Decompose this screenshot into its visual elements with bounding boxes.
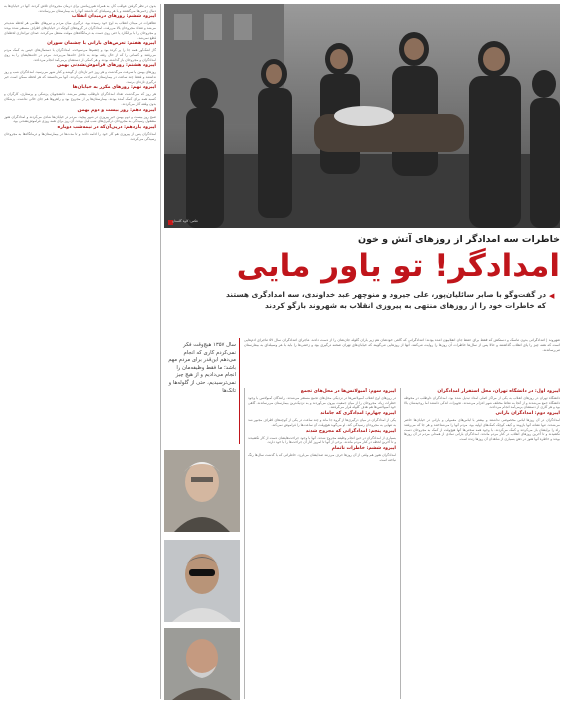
- body-paragraph: بدون در نظر گرفتن عواقب کار، به همراه هم‌رزمانش برای درمان مجروحان تلاش کردند. آنها در خیابان‌ها به دنبال زخمی‌ها می‌گشتند و با هر وسیله‌ای که داشتند آنها را به بیمارستان می‌رساندند.: [4, 4, 156, 13]
- body-paragraph: در روزهای اوج انقلاب آمبولانس‌ها در نزدیکی محل‌های تجمع مستقر می‌شدند. رانندگان آمبولانس با وجود خطرات زیاد، مجروحان را از میان جمعیت بیرون می‌آوردند و به نزدیک‌ترین بیمارستان می‌رساندند. گاهی خود آمبولانس‌ها هم هدف گلوله قرار می‌گرفتند.: [248, 396, 396, 410]
- body-paragraph: گاز اشک‌آور همه جا را پر کرده بود و چشم‌ها می‌سوخت. امدادگران با دستمال‌های خیس به کمک مردم می‌رفتند و کسانی را که از حال رفته بودند به داخل خانه‌ها می‌بردند. مردم در خانه‌هایشان را به روی امدادگران و مجروحان باز گذاشته بودند و هر کمکی از دستشان برمی‌آمد انجام می‌دادند.: [4, 48, 156, 62]
- portrait-2: [164, 540, 240, 622]
- main-photo: [164, 4, 560, 228]
- body-paragraph: امدادگران هنوز هم وقتی از آن روزها حرف می‌زنند صدایشان می‌لرزد. خاطراتی که با گذشت سال‌ها رنگ نباخته است.: [248, 452, 396, 462]
- section-heading: اپیزود اول: در دانشگاه تهران، محل استقرار امدادگران: [437, 389, 560, 394]
- quote-box: [164, 338, 240, 444]
- body-paragraph: تظاهرات در میدان انقلاب به اوج خود رسیده بود. درگیری میان مردم و نیروهای نظامی هر لحظه شدیدتر می‌شد و تعداد مجروحان بالا می‌رفت. امدادگران در گروه‌های کوچک در خیابان‌های اطراف مستقر شده بودند و مجروحان را با برانکارد یا حتی روی دست به درمانگاه‌های موقت منتقل می‌کردند. صدای تیراندازی لحظه‌ای قطع نمی‌شد.: [4, 21, 156, 40]
- quote-text: سال ۱۳۵۷ هیچ‌وقت فکر نمی‌کردم کاری که انجام می‌دهم این‌قدر برای مردم مهم باشد؛ ما فقط وظیفه‌مان را انجام می‌دادیم و از هیچ چیز نمی‌ترسیدیم، حتی از گلوله‌ها و تانک‌ها: [168, 342, 236, 394]
- portrait-1: [164, 450, 240, 532]
- section-heading: اپیزود یازدهم: درپی‌آن‌که در نیمه‌شب دوباره: [57, 124, 156, 130]
- section-heading: اپیزود چهارم: امدادگری که جاماند: [320, 411, 396, 417]
- section-heading: اپیزود پنجم: امدادگرانی که مجروح شدند: [305, 428, 396, 434]
- body-paragraph: یکی از امدادگران در میان درگیری‌ها از گروه جا ماند و چند ساعت در یکی از کوچه‌های اطراف مجبور شد به تنهایی به مجروحان رسیدگی کند. او می‌گوید هیچ‌وقت آن ساعت‌ها را فراموش نمی‌کند.: [248, 418, 396, 427]
- section-heading: اپیزود هفتم: تعرض‌های بارانی با چشمان سوزان: [47, 41, 156, 47]
- body-paragraph: هر روز که می‌گذشت تعداد امدادگران داوطلب بیشتر می‌شد. دانشجویان پزشکی و پرستاری، کارگران و کسبه همه برای کمک آمده بودند. بیمارستان‌ها پر از مجروح بود و راهروها هم جای خالی نداشت. پزشکان بدون وقفه کار می‌کردند.: [4, 92, 156, 106]
- body-paragraph: امدادگران در آن روزها لباس مخصوصی نداشتند و بیشتر با لباس‌های معمولی و بارانی در خیابان‌ها حاضر می‌شدند. تنها نشانه آنها بازوبند و کیف کوچک کمک‌های اولیه بود. مردم آنها را می‌شناختند و هر جا که می‌رفتند راه را برایشان باز می‌کردند و کمک می‌کردند. با وجود همه سختی‌ها آنها هیچ‌وقت از کمک به مجروحان دست نکشیدند و تا آخرین روزهای انقلاب در کنار مردم ماندند. امدادگران بارانی نمادی از همدلی مردم در آن روزها بودند و خاطره آنها هنوز در ذهن بسیاری از شاهدان آن روزها زنده است.: [404, 418, 560, 441]
- section-heading: اپیزود نهم: روز‌های مکرر به خیابان‌ها: [72, 85, 156, 91]
- intro-paragraph: شهروند | امدادگرانی بدون ماسک و دستکش که فقط برای حفظ جان انقلابیون آمده بودند؛ امدادگرانی که گاهی خودشان هم زیر باران گلوله جان‌شان را از دست دادند. ماجرای امدادگران سال ۵۷ ماجرای آدم‌هایی است که همه چیز را پای انقلاب گذاشتند و حالا پس از سال‌ها خاطرات آن روزها را روایت می‌کنند. آنها از روزهایی می‌گویند که خیابان‌های تهران صحنه درگیری بود و زخمی‌ها را باید با هر وسیله‌ای به بیمارستان می‌رساندند.: [244, 338, 560, 352]
- right-column: [404, 388, 560, 699]
- middle-column: [248, 388, 396, 699]
- section-heading: اپیزود هشتم: روزهای فراموش‌نشدنی بهمن: [57, 63, 156, 69]
- photo-caption-mark: عکس: کاوه گلستان: [172, 219, 199, 223]
- body-paragraph: امدادگران پس از پیروزی هم کار خود را ادامه دادند و تا مدت‌ها در بیمارستان‌ها و درمانگاه‌ها به مجروحان رسیدگی می‌کردند.: [4, 131, 156, 141]
- left-column: [4, 4, 156, 699]
- section-heading: اپیزود ششم: خاطرات ناتمام: [331, 445, 396, 451]
- section-heading: اپیزود سوم: آمبولانس‌ها در محل‌های تجمع: [300, 389, 396, 394]
- portrait-3: [164, 628, 240, 700]
- body-paragraph: صبح روز بیست و دوم بهمن خبر پیروزی در شهر پیچید. مردم در خیابان‌ها شادی می‌کردند و امدادگران هنوز مشغول رسیدگی به مجروحان درگیری‌های شب قبل بودند. آن روز برای همه روزی فراموش‌نشدنی بود.: [4, 114, 156, 124]
- body-paragraph: روزهای بهمن با سرعت می‌گذشت و هر روز خبر تازه‌ای از گوشه و کنار شهر می‌رسید. امدادگران شب و روز نداشتند و فقط چند ساعت در بیمارستان استراحت می‌کردند. آنها می‌دانستند که هر لحظه ممکن است خبر درگیری تازه‌ای برسد.: [4, 70, 156, 84]
- kicker: خاطرات سه امدادگر از روزهای آتش و خون: [357, 234, 560, 245]
- quote-bar: [239, 338, 240, 444]
- lead-paragraph: در گفت‌وگو با صابر سائلیان‌پور، علی جیرود و منوچهر عبد خداوندی، سه امدادگری هستند که خاطرات خود را از روزهای منتهی به پیروزی انقلاب به شهروند بازگو کردند: [226, 290, 546, 310]
- body-paragraph: دانشگاه تهران در روزهای انقلاب به یکی از مراکز اصلی امداد تبدیل شده بود. امدادگران داوطلب در محوطه دانشگاه جمع می‌شدند و از آنجا به نقاط مختلف شهر اعزام می‌شدند. تجهیزات اندکی داشتند اما روحیه‌شان بالا بود و هر کاری از دستشان برمی‌آمد انجام می‌دادند.: [404, 396, 560, 410]
- protest-scene-illustration: [164, 4, 560, 228]
- section-heading: اپیزود ششم: روزهای درمیدان انقلاب: [71, 14, 156, 20]
- section-heading: اپیزود دهم: روز بیست و دوم بهمن: [77, 107, 156, 113]
- section-heading: اپیزود دوم: امدادگران بارانی: [495, 411, 560, 417]
- lead-arrow-icon: ◀: [549, 292, 555, 300]
- body-paragraph: بسیاری از امدادگران در حین انجام وظیفه مجروح شدند. آنها با وجود جراحت‌هایشان دست از کار نکشیدند و تا آخرین لحظه در کنار مردم ماندند. برخی از آنها تا امروز آثار آن جراحت‌ها را با خود دارند.: [248, 435, 396, 445]
- headline: امدادگر! تو یاور مایی: [236, 248, 560, 284]
